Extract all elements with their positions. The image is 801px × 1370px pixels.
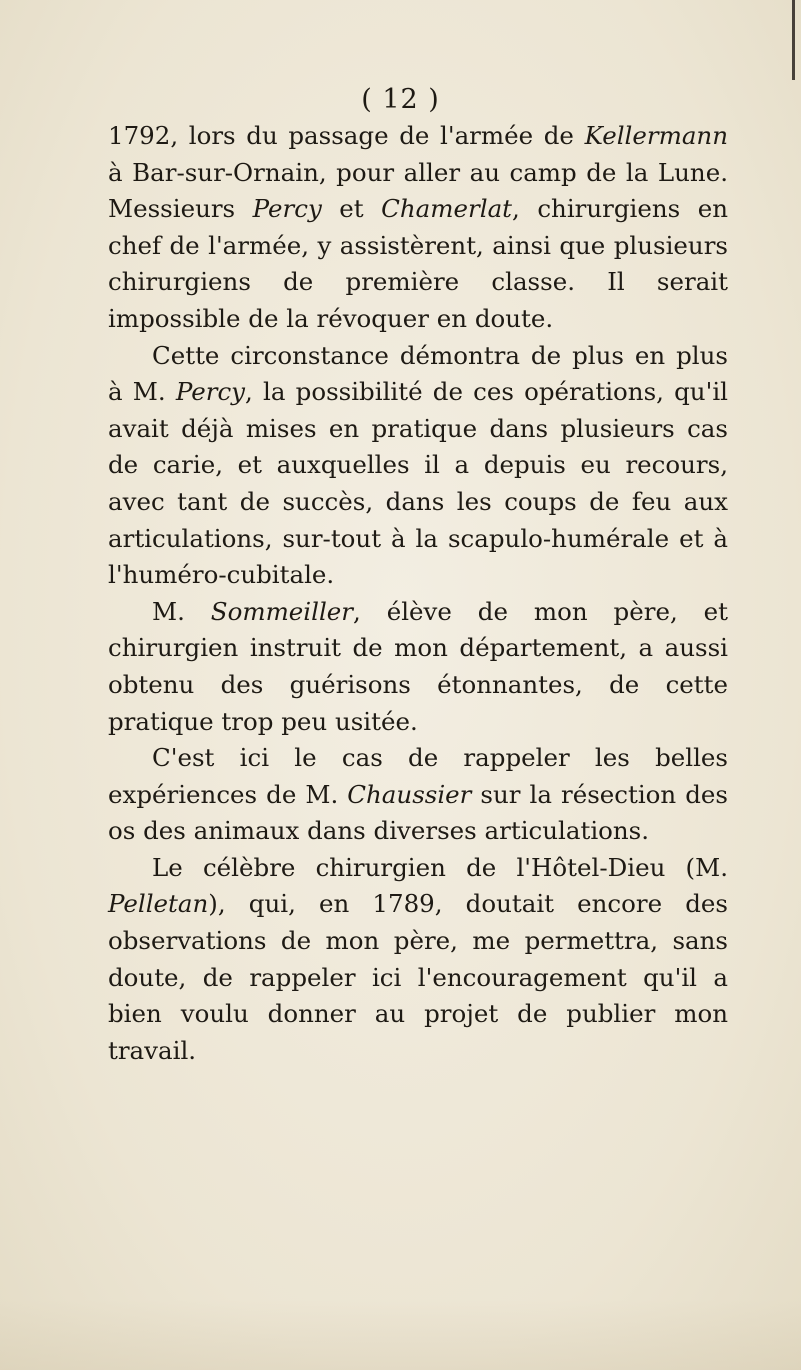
text-run: Cette circonstance démontra de plus en plus à M. — [108, 340, 728, 407]
text-run: et — [321, 194, 382, 224]
text-run: M. — [152, 596, 211, 626]
italic-name: Chaussier — [347, 779, 472, 809]
italic-name: Sommeiller — [210, 596, 354, 626]
italic-name: Pelletan — [108, 889, 209, 919]
text-run: Le célèbre chirurgien de l'Hôtel-Dieu (M. — [152, 852, 728, 882]
body-text — [108, 118, 728, 1069]
paragraph — [108, 740, 728, 850]
paragraph — [108, 594, 728, 740]
text-run: , élève de mon père, et chirurgien instruit de mon département, a aussi obtenu des guérisons étonnantes, de cette pratique trop peu usitée. — [108, 596, 728, 736]
page-bottom-stain — [0, 1300, 801, 1370]
text-run: 1792, lors du passage de l'armée de — [108, 121, 585, 150]
page-edge-shadow — [792, 0, 795, 80]
text-run: sur la résection des os des animaux dans diverses articulations. — [108, 779, 728, 846]
italic-name: Percy — [252, 194, 322, 224]
text-run: , la possibilité de ces opérations, qu'il avait déjà mises en pratique dans plusieurs cas de carie, et auxquelles il a depuis eu recours, avec tant de succès, dans les coups de feu aux articulations, sur-tout à la scapulo-humérale et à l'huméro-cubitale. — [108, 377, 728, 590]
text-run: C'est ici le cas de rappeler les belles expériences de M. — [108, 743, 728, 809]
text-run: à Bar-sur-Ornain, pour aller au camp de la Lune. Messieurs — [108, 157, 728, 224]
paragraph — [108, 118, 728, 338]
paragraph — [108, 338, 728, 594]
italic-name: Percy — [175, 377, 246, 407]
italic-name: Chamerlat — [381, 194, 513, 224]
text-run: ), qui, en 1789, doutait encore des observations de mon père, me permettra, sans doute, de rappeler ici l'encouragement qu'il a bien voulu donner au projet de publier mon travail. — [108, 889, 728, 1065]
italic-name: Kellermann — [584, 121, 728, 150]
text-run: , chirurgiens en chef de l'armée, y assistèrent, ainsi que plusieurs chirurgiens de première classe. Il serait impossible de la révoquer en doute. — [108, 194, 729, 333]
page-number: ( 12 ) — [361, 84, 440, 115]
paragraph — [108, 850, 728, 1070]
